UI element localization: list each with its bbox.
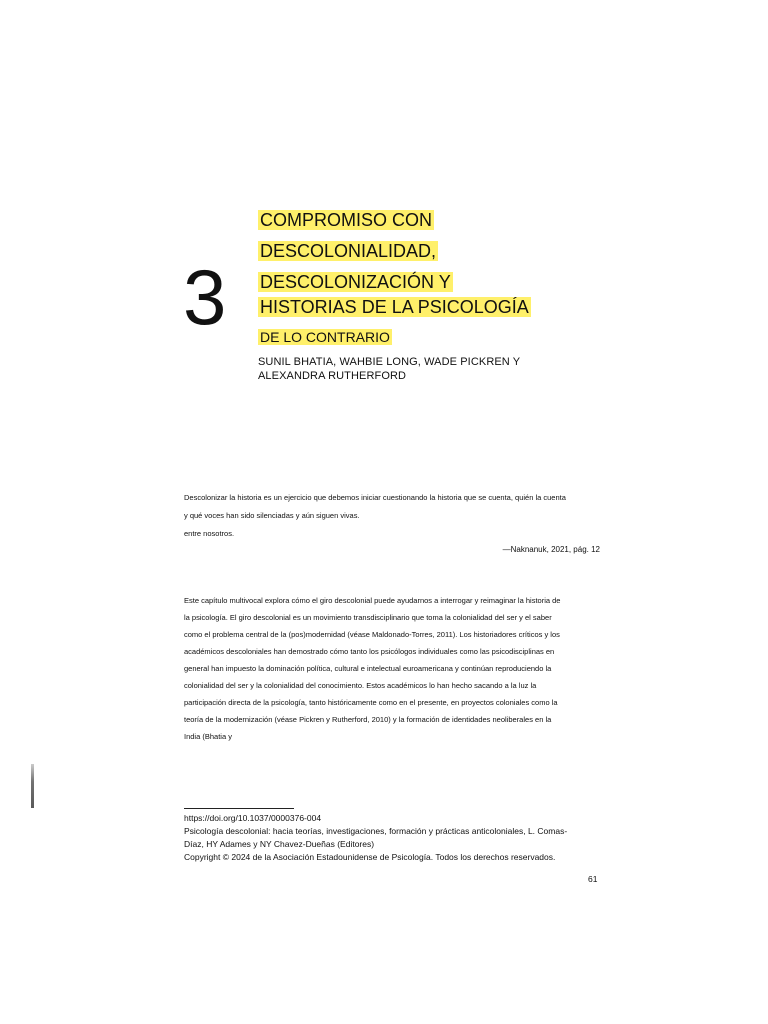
book-citation-line-2: Díaz, HY Adames y NY Chavez-Dueñas (Editores) xyxy=(184,839,375,849)
epigraph-attribution: —Naknanuk, 2021, pág. 12 xyxy=(502,545,600,554)
footnote-divider xyxy=(184,808,294,809)
epigraph-line: Descolonizar la historia es un ejercicio que debemos iniciar cuestionando la historia que se cuenta, quién la cuenta xyxy=(184,493,566,502)
body-line: general han impuesto la dominación política, cultural e intelectual euroamericana y continúan reproduciendo la xyxy=(184,664,552,673)
body-line: la psicología. El giro descolonial es un movimiento transdisciplinario que toma la colonialidad del ser y el saber xyxy=(184,613,552,622)
doi-link[interactable]: https://doi.org/10.1037/0000376-004 xyxy=(184,813,322,823)
footnote xyxy=(184,812,604,864)
copyright-notice: Copyright © 2024 de la Asociación Estadounidense de Psicología. Todos los derechos reservados. xyxy=(184,852,556,862)
body-line: académicos descoloniales han demostrado cómo tanto los psicólogos individuales como las psicodisciplinas en xyxy=(184,647,555,656)
body-line: colonialidad del ser y la colonialidad del conocimiento. Estos académicos lo han hecho sacando a la luz la xyxy=(184,681,537,690)
epigraph-line: y qué voces han sido silenciadas y aún siguen vivas. xyxy=(184,511,360,520)
epigraph-line: entre nosotros. xyxy=(184,529,235,538)
chapter-title-line-3: DESCOLONIZACIÓN Y xyxy=(260,272,451,292)
chapter-title-line-4: HISTORIAS DE LA PSICOLOGÍA xyxy=(260,297,529,317)
page-number: 61 xyxy=(588,874,598,884)
body-line: teoría de la modernización (véase Pickren y Rutherford, 2010) y la formación de identidades neoliberales en la xyxy=(184,715,552,724)
chapter-subtitle: DE LO CONTRARIO xyxy=(260,329,390,345)
book-citation-line-1: Psicología descolonial: hacia teorías, investigaciones, formación y prácticas anticoloniales, L. Comas- xyxy=(184,826,568,836)
margin-watermark xyxy=(31,764,34,808)
authors-line-1: SUNIL BHATIA, WAHBIE LONG, WADE PICKREN Y xyxy=(258,356,521,368)
authors-line-2: ALEXANDRA RUTHERFORD xyxy=(258,370,407,382)
chapter-authors xyxy=(258,355,520,383)
chapter-title-line-1: COMPROMISO CON xyxy=(260,210,433,230)
body-line: participación directa de la psicología, tanto históricamente como en el presente, en proyectos coloniales como la xyxy=(184,698,558,707)
body-line: Este capítulo multivocal explora cómo el giro descolonial puede ayudarnos a interrogar y reimaginar la historia de xyxy=(184,596,561,605)
chapter-title-line-2: DESCOLONIALIDAD, xyxy=(260,241,437,261)
body-line: como el problema central de la (pos)modernidad (véase Maldonado-Torres, 2011). Los historiadores críticos y los xyxy=(184,630,560,639)
chapter-number: 3 xyxy=(183,253,226,341)
body-line: India (Bhatia y xyxy=(184,732,232,741)
